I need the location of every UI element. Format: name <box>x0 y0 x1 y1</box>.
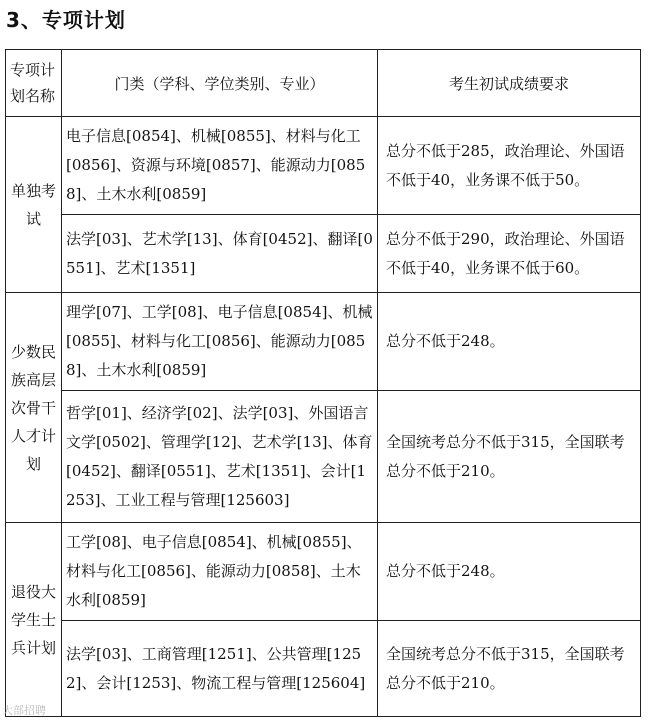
majors-cell: 电子信息[0854]、机械[0855]、材料与化工[0856]、资源与环境[0857]、能源动力[0858]、土木水利[0859] <box>62 117 378 215</box>
header-requirement: 考生初试成绩要求 <box>378 50 641 117</box>
table-row <box>6 621 641 717</box>
requirement-cell: 全国统考总分不低于315，全国联考总分不低于210。 <box>378 391 641 523</box>
requirement-cell: 总分不低于285，政治理论、外国语不低于40，业务课不低于50。 <box>378 117 641 215</box>
majors-cell: 法学[03]、工商管理[1251]、公共管理[1252]、会计[1253]、物流工程与管理[125604] <box>62 621 378 717</box>
header-majors: 门类（学科、学位类别、专业） <box>62 50 378 117</box>
table-row <box>6 293 641 391</box>
majors-cell: 法学[03]、艺术学[13]、体育[0452]、翻译[0551]、艺术[1351] <box>62 215 378 293</box>
table-row <box>6 215 641 293</box>
requirement-cell: 全国统考总分不低于315，全国联考总分不低于210。 <box>378 621 641 717</box>
requirement-cell: 总分不低于290，政治理论、外国语不低于40，业务课不低于60。 <box>378 215 641 293</box>
majors-cell: 工学[08]、电子信息[0854]、机械[0855]、材料与化工[0856]、能源动力[0858]、土木水利[0859] <box>62 523 378 621</box>
plan-name-cell: 单独考试 <box>6 117 62 293</box>
watermark-logo: 大部招聘 <box>2 704 46 717</box>
requirement-cell: 总分不低于248。 <box>378 523 641 621</box>
table-row <box>6 117 641 215</box>
table-row <box>6 391 641 523</box>
plan-name-cell: 退役大学生士兵计划 <box>6 523 62 717</box>
special-plan-table <box>5 49 641 717</box>
majors-cell: 哲学[01]、经济学[02]、法学[03]、外国语言文学[0502]、管理学[12]、艺术学[13]、体育[0452]、翻译[0551]、艺术[1351]、会计[1253]、工业工程与管理[125603] <box>62 391 378 523</box>
section-heading: 3、专项计划 <box>6 8 126 32</box>
requirement-cell: 总分不低于248。 <box>378 293 641 391</box>
plan-name-cell: 少数民族高层次骨干人才计划 <box>6 293 62 523</box>
header-plan-name: 专项计划名称 <box>6 50 62 117</box>
table-row <box>6 523 641 621</box>
table-header-row <box>6 50 641 117</box>
majors-cell: 理学[07]、工学[08]、电子信息[0854]、机械[0855]、材料与化工[0856]、能源动力[0858]、土木水利[0859] <box>62 293 378 391</box>
